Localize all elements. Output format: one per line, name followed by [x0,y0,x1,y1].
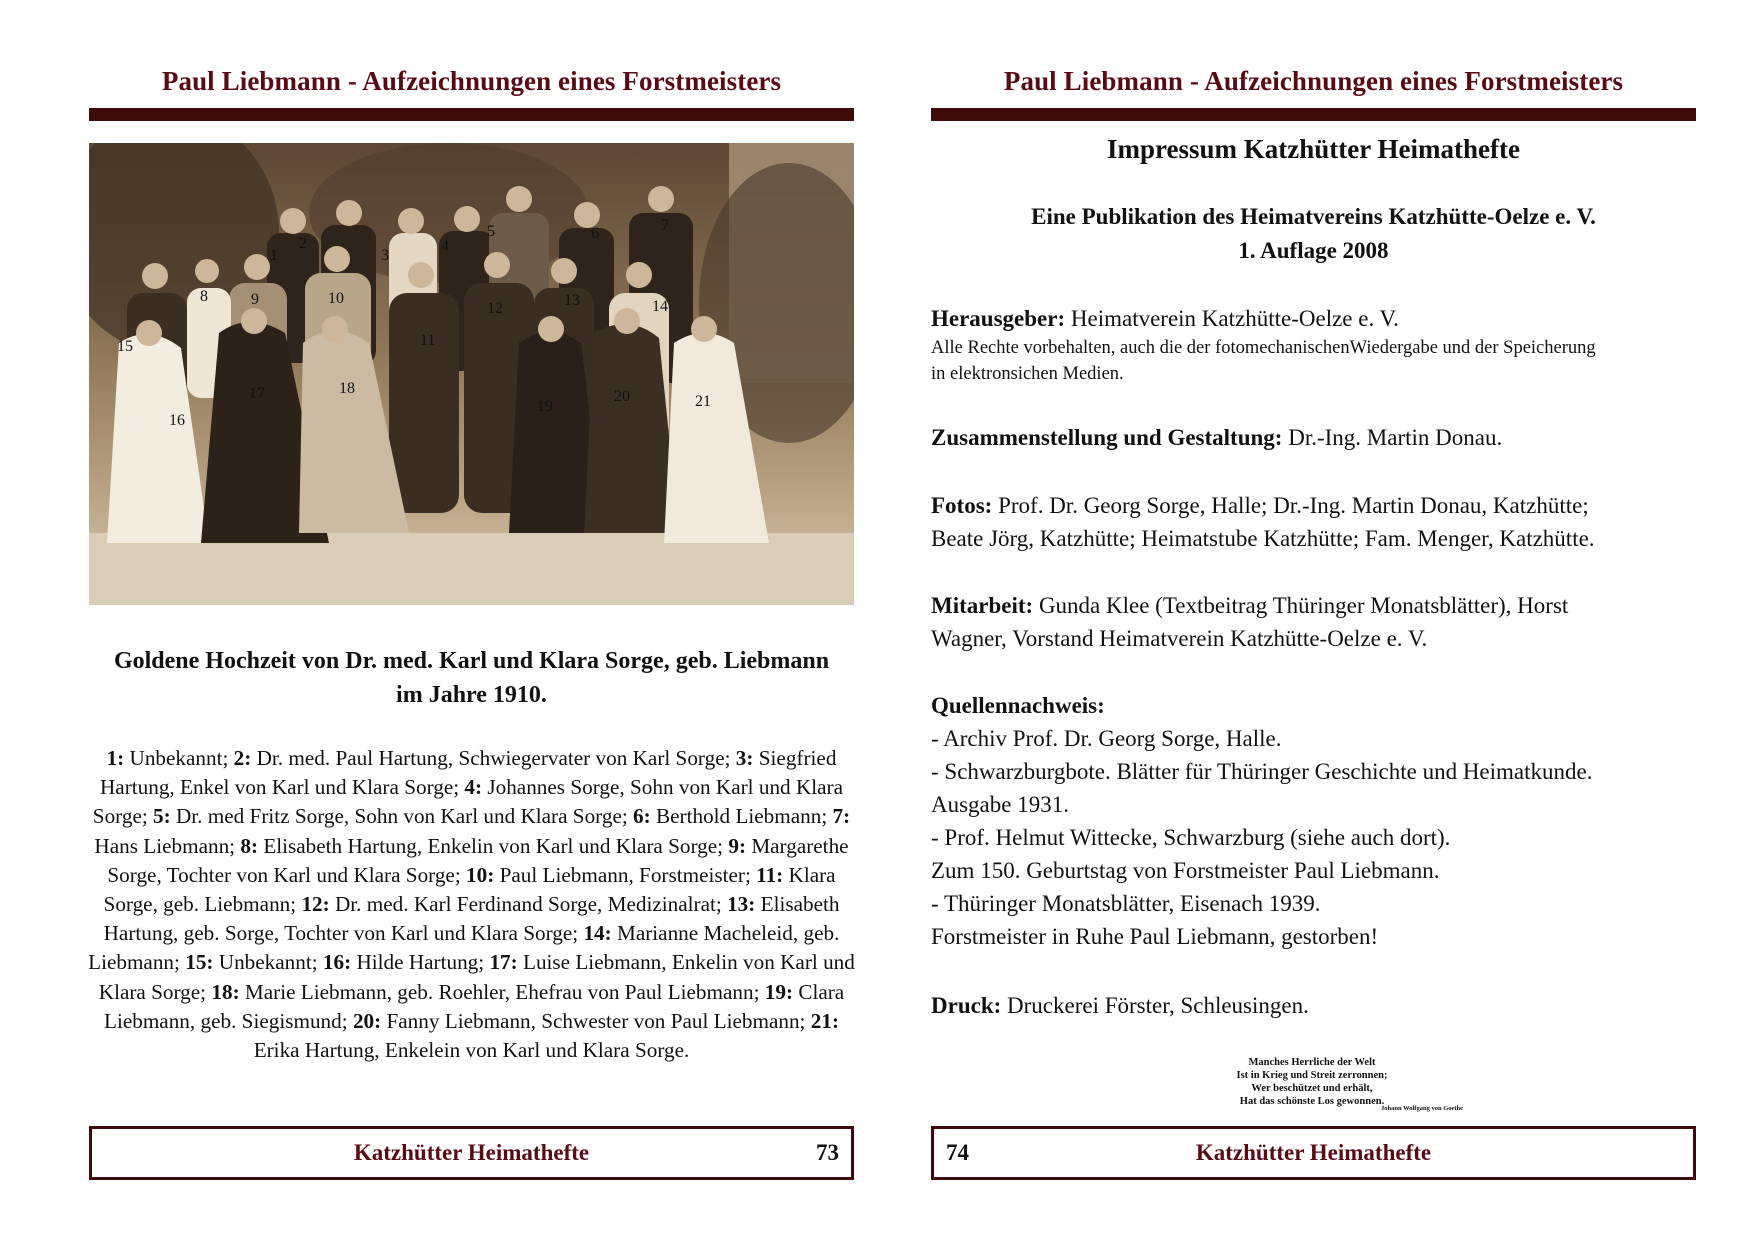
photo-number-label: 4 [441,238,449,255]
page-footer [89,1126,854,1180]
legend-number: 20: [352,1008,382,1033]
legend-text: Klara Sorge, geb. Liebmann; [103,862,836,917]
goethe-author: Johann Wolfgang von Goethe [1381,1105,1464,1112]
photo-number-label: 7 [661,217,669,234]
fotos-line-2: Beate Jörg, Katzhütte; Heimatstube Katzhütte; Fam. Menger, Katzhütte. [931,526,1595,551]
legend-number: 10: [466,862,495,887]
photo-number-label: 13 [564,292,580,309]
photo-number-label: 6 [591,225,599,242]
legend-text: Unbekannt; [213,950,323,975]
left-page [89,0,854,1240]
rights-note-line-2: in elektronsichen Medien. [931,364,1124,384]
legend-number: 9: [728,833,747,858]
legend-number: 1: [106,746,125,770]
legend-number: 5: [153,804,171,829]
quellen-line: - Prof. Helmut Wittecke, Schwarzburg (siehe auch dort). [931,825,1451,850]
goethe-quote [1217,1056,1407,1108]
photo-number-label: 12 [487,300,503,317]
legend-number: 21: [810,1008,839,1033]
rights-note [931,335,1696,387]
photo-number-label: 20 [614,388,630,405]
zusammenstellung-label: Zusammenstellung und Gestaltung: [931,425,1283,450]
legend-text: Dr. med. Paul Hartung, Schwiegervater von Karl Sorge; [251,746,736,770]
legend-number: 16: [322,950,352,975]
mitarbeit [931,589,1696,655]
legend-number: 8: [240,833,259,858]
group-photo [89,143,854,605]
footer-title: Katzhütter Heimathefte [353,1140,590,1165]
page-footer [931,1126,1696,1180]
photo-number-label: 17 [249,385,265,402]
legend-text: Johannes Sorge, Sohn von Karl und Klara Sorge; [92,775,843,829]
legend-text: Paul Liebmann, Forstmeister; [494,862,757,887]
legend-number: 14: [583,921,612,946]
fotos-label: Fotos: [931,493,993,518]
photo-number-label: 15 [117,338,133,355]
legend-text: Erika Hartung, Enkelein von Karl und Klara Sorge. [253,1038,690,1063]
quellennachweis [931,689,1696,953]
legend-text: Clara Liebmann, geb. Siegismund; [104,979,845,1033]
quellen-label: Quellennachweis: [931,693,1105,718]
legend-text: Dr. med Fritz Sorge, Sohn von Karl und Klara Sorge; [170,804,634,829]
photo-number-label: 9 [251,291,259,308]
goethe-line: Hat das schönste Los gewonnen. [1239,1096,1385,1107]
photo-number-label: 14 [652,298,668,315]
photo-caption-title [89,644,854,712]
zusammenstellung-value: Dr.-Ing. Martin Donau. [1282,425,1503,450]
caption-line-2: im Jahre 1910. [396,682,547,708]
legend-text: Luise Liebmann, Enkelin von Karl und Klara Sorge; [98,950,855,1004]
publication-line: Eine Publikation des Heimatvereins Katzhütte-Oelze e. V. [1031,204,1596,229]
quellen-line: Zum 150. Geburtstag von Forstmeister Paul Liebmann. [931,858,1440,883]
photo-number-label: 11 [420,332,436,349]
goethe-line: Manches Herrliche der Welt [1248,1057,1376,1068]
druck-label: Druck: [931,993,1002,1018]
legend-number: 11: [756,862,784,887]
legend-text: Dr. med. Karl Ferdinand Sorge, Medizinalrat; [329,892,728,917]
legend-text: Siegfried Hartung, Enkel von Karl und Klara Sorge; [100,746,837,800]
right-page [931,0,1696,1240]
legend-number: 19: [764,979,794,1004]
legend-text: Unbekannt; [124,746,234,770]
header-rule [89,108,854,121]
header-rule [931,108,1696,121]
legend-number: 3: [735,746,754,770]
legend-text: Fanny Liebmann, Schwester von Paul Liebmann; [381,1008,811,1033]
mitarbeit-line-2: Wagner, Vorstand Heimatverein Katzhütte-Oelze e. V. [931,626,1428,651]
group-photo-illustration [89,143,854,605]
legend-text: Marianne Macheleid, geb. Liebmann; [88,921,840,975]
page-number: 73 [816,1140,839,1165]
quellen-line: - Thüringer Monatsblätter, Eisenach 1939. [931,891,1321,916]
running-head: Paul Liebmann - Aufzeichnungen eines Forstmeisters [1003,66,1624,96]
photo-number-label: 2 [299,235,307,252]
legend-text: Hans Liebmann; [94,833,241,858]
legend-text: Berthold Liebmann; [650,804,833,829]
photo-number-label: 8 [200,288,208,305]
goethe-line: Ist in Krieg und Streit zerronnen; [1236,1070,1388,1081]
edition-line: 1. Auflage 2008 [1238,238,1389,263]
legend-number: 18: [211,979,240,1004]
quellen-line: Ausgabe 1931. [931,792,1069,817]
photo-number-label: 10 [328,290,344,307]
legend-number: 15: [185,950,214,975]
photo-number-label: 19 [537,398,553,415]
druck [931,989,1696,1022]
zusammenstellung [931,421,1696,454]
herausgeber-value: Heimatverein Katzhütte-Oelze e. V. [1065,306,1399,331]
mitarbeit-label: Mitarbeit: [931,593,1034,618]
quellen-line: - Archiv Prof. Dr. Georg Sorge, Halle. [931,726,1282,751]
mitarbeit-line-1: Gunda Klee (Textbeitrag Thüringer Monatsblätter), Horst [1033,593,1569,618]
legend-text: Elisabeth Hartung, Enkelin von Karl und Klara Sorge; [258,833,729,858]
photo-number-label: 21 [695,393,711,410]
legend-number: 17: [489,950,518,975]
footer-title: Katzhütter Heimathefte [1195,1140,1432,1165]
legend-number: 12: [301,892,330,917]
herausgeber-label: Herausgeber: [931,306,1066,331]
page-number: 74 [946,1140,969,1165]
legend-number: 6: [633,804,651,829]
legend-text: Hilde Hartung; [351,950,490,975]
running-head: Paul Liebmann - Aufzeichnungen eines Forstmeisters [161,66,782,96]
caption-line-1: Goldene Hochzeit von Dr. med. Karl und Klara Sorge, geb. Liebmann [113,648,830,674]
goethe-line: Wer beschützet und erhält, [1251,1083,1373,1094]
legend-text: Elisabeth Hartung, geb. Sorge, Tochter von Karl und Klara Sorge; [103,892,840,946]
photo-legend [85,744,858,1065]
rights-note-line-1: Alle Rechte vorbehalten, auch die der fotomechanischenWiedergabe und der Speicherung [931,338,1596,358]
fotos-line-1: Prof. Dr. Georg Sorge, Halle; Dr.-Ing. Martin Donau, Katzhütte; [992,493,1589,518]
legend-text: Marie Liebmann, geb. Roehler, Ehefrau von Paul Liebmann; [239,979,765,1004]
legend-number: 4: [464,775,483,800]
quellen-list [931,722,1696,953]
impressum-title: Impressum Katzhütter Heimathefte [1107,134,1520,164]
legend-number: 2: [233,746,252,770]
photo-number-label: 3 [381,247,389,264]
photo-number-label: 5 [487,223,495,240]
photo-number-label: 1 [270,247,278,264]
legend-number: 13: [727,892,756,917]
druck-value: Druckerei Förster, Schleusingen. [1001,993,1309,1018]
photo-number-label: 18 [339,380,355,397]
fotos [931,489,1696,555]
photo-number-label: 16 [169,412,185,429]
quellen-line: Forstmeister in Ruhe Paul Liebmann, gestorben! [931,924,1379,949]
herausgeber [931,302,1696,335]
quellen-line: - Schwarzburgbote. Blätter für Thüringer Geschichte und Heimatkunde. [931,759,1593,784]
legend-number: 7: [832,804,851,829]
legend-text: Margarethe Sorge, Tochter von Karl und Klara Sorge; [107,833,849,887]
